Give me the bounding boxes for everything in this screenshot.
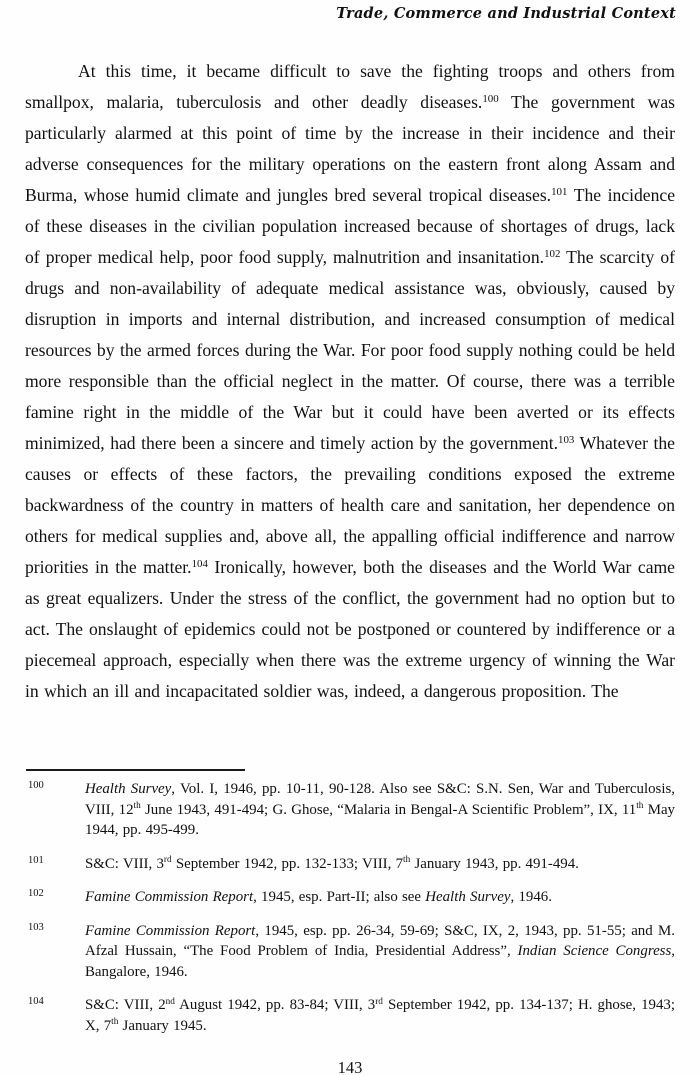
footnote — [25, 995, 675, 1036]
footnote-ref: 104 — [191, 558, 208, 570]
footnote — [25, 921, 675, 983]
text-segment: August 1942, pp. 83-84; VIII, 3 — [174, 997, 376, 1013]
text-segment: S&C: VIII, 3 — [85, 855, 164, 872]
running-header: Trade, Commerce and Industrial Context — [336, 5, 676, 22]
text-segment: June 1943, 491-494; G. Ghose, “Malaria in Bengal-A Scientific Problem”, IX, 11 — [140, 801, 637, 818]
footnote-text — [85, 779, 675, 841]
footnote-ref: nd — [165, 995, 175, 1006]
footnote-number: 101 — [28, 854, 44, 866]
footnote-number: 102 — [28, 888, 44, 899]
footnote — [25, 779, 675, 841]
text-segment: , 1945, esp. Part-II; also see — [253, 889, 426, 905]
text-segment: Ironically, however, both the diseases and the World War came as great equalizers. Under the stress of the conflict, the government had no option but to act. The onslaught of epidemics could not be postponed or countered by indifference or a piecemeal approach, especially when there was the extreme urgency of winning the War in which an ill and incapacitated soldier was, indeed, a dangerous proposition. The — [25, 557, 675, 701]
footnote-ref: 101 — [551, 186, 568, 198]
footnotes-section — [25, 779, 675, 1049]
text-segment: At this time, it became difficult to save the fighting troops and others from smallpox, malaria, tuberculosis and other deadly diseases. — [25, 61, 675, 112]
text-segment: S&C: VIII, 2 — [85, 997, 166, 1013]
text-segment: September 1942, pp. 132-133; VIII, 7 — [171, 855, 404, 872]
text-segment: , 1946. — [510, 889, 552, 905]
footnote-text — [85, 921, 675, 983]
text-segment: Famine Commission Report — [85, 889, 254, 905]
text-segment: May 1944, pp. 495-499. — [85, 801, 675, 838]
text-segment: , Vol. I, 1946, pp. 10-11, 90-128. Also see S&C: S.N. Sen, War and Tuberculosis, VIII, 12 — [85, 781, 675, 818]
page-number: 143 — [337, 1058, 363, 1075]
text-segment: , Bangalore, 1946. — [85, 943, 675, 980]
footnote — [25, 887, 675, 908]
footnote-ref: rd — [375, 995, 383, 1006]
text-segment: Health Survey — [85, 781, 172, 797]
text-segment: January 1943, pp. 491-494. — [410, 855, 579, 872]
text-segment: Whatever the causes or effects of these factors, the prevailing conditions exposed the extreme backwardness of the country in matters of health care and sanitation, her dependence on others for medical supplies and, above all, the appalling official indifference and narrow priorities in the matter. — [25, 433, 675, 577]
text-segment: Health Survey — [425, 889, 511, 905]
footnote-text — [85, 995, 675, 1036]
body-paragraph — [25, 56, 675, 707]
text-segment: September 1942, pp. 134-137; H. ghose, 1943; X, 7 — [85, 997, 675, 1034]
footnote-number: 100 — [28, 780, 44, 791]
footnote-ref: 103 — [557, 434, 575, 446]
footnote — [25, 854, 675, 875]
footnote-ref: th — [111, 1016, 119, 1027]
footnote-number: 104 — [28, 996, 44, 1007]
text-segment: The government was particularly alarmed at this point of time by the increase in their incidence and their adverse consequences for the military operations on the eastern front along Assam and Burma, whose humid climate and jungles bred several tropical diseases. — [25, 92, 675, 205]
footnote-ref: 100 — [482, 93, 499, 105]
footnote-number: 103 — [28, 921, 44, 933]
footnote-text — [85, 854, 675, 875]
footnote-ref: th — [403, 854, 411, 865]
text-segment: The scarcity of drugs and non-availability of adequate medical assistance was, obviously, caused by disruption in imports and internal distribution, and increased consumption of medical resources by the armed forces during the War. For poor food supply nothing could be held more responsible than the official neglect in the matter. Of course, there was a terrible famine right in the middle of the War but it could have been averted or its effects minimized, had there been a sincere and timely action by the government. — [25, 247, 676, 453]
footnote-text — [85, 887, 675, 908]
text-segment: , 1945, esp. pp. 26-34, 59-69; S&C, IX, 2, 1943, pp. 51-55; and M. Afzal Hussain, “The Food Problem of India, Presidential Address”, — [85, 922, 675, 959]
footnote-ref: th — [133, 800, 141, 811]
footnote-separator-rule — [26, 769, 245, 771]
text-segment: Indian Science Congress — [517, 943, 672, 959]
text-segment: The incidence of these diseases in the civilian population increased because of shortages of drugs, lack of proper medical help, poor food supply, malnutrition and insanitation. — [25, 185, 676, 267]
footnote-ref: th — [636, 800, 644, 811]
footnote-ref: rd — [163, 854, 172, 865]
text-segment: Famine Commission Report — [85, 922, 256, 939]
text-segment: January 1945. — [118, 1017, 207, 1034]
footnote-ref: 102 — [544, 248, 561, 260]
